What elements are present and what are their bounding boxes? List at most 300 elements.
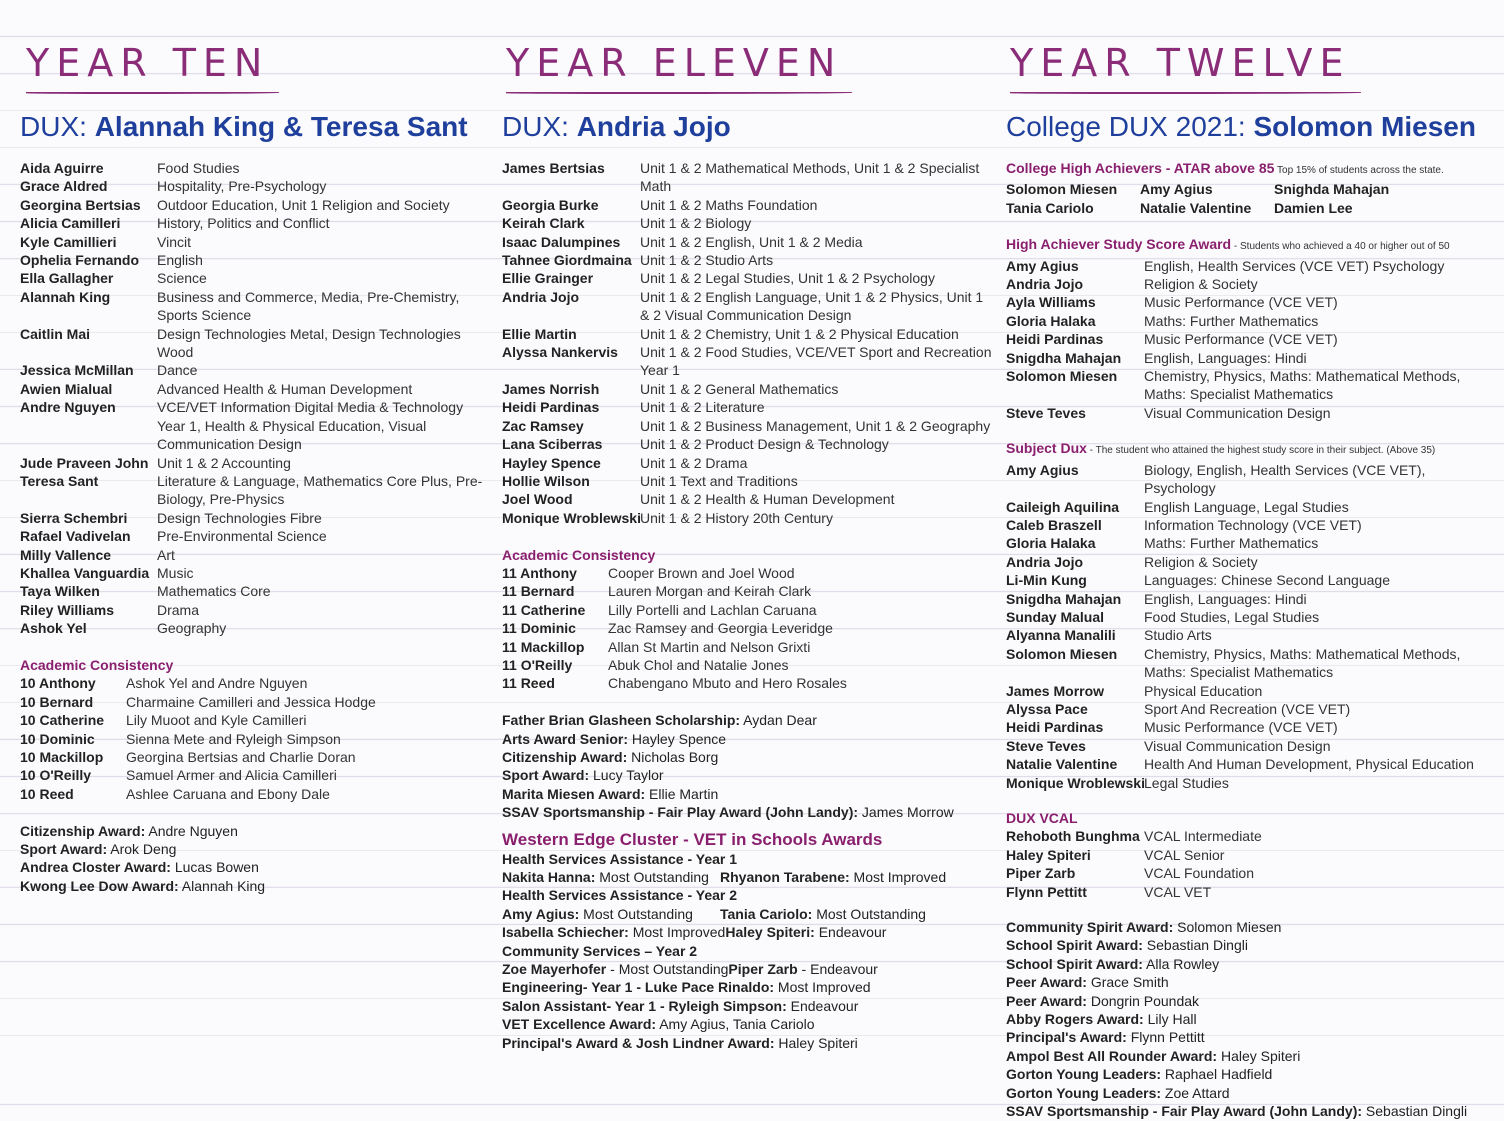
student-name: 10 Bernard [20,693,94,710]
student-name: Damien Lee [1274,199,1353,216]
student-name: Heidi Pardinas [502,399,600,416]
high-achievers-row [1006,180,1496,198]
award-line [1006,1028,1496,1046]
consistency-row [502,619,992,637]
student-row [20,619,490,637]
student-name: Riley Williams [20,601,115,618]
subject-dux-row [1006,590,1496,608]
student-name: Monique Wroblewski [1006,774,1145,791]
award-recipient: Dongrin Poundak [1086,992,1200,1009]
student-row [502,325,992,343]
year-twelve-heading: YEAR TWELVE [1010,38,1351,100]
student-name: Heidi Pardinas [1006,719,1104,736]
award-detail: Ashlee Caruana and Ebony Dale [126,785,330,802]
student-name: Caitlin Mai [20,325,91,342]
student-name: Natalie Valentine [1140,199,1252,216]
award-detail: Unit 1 & 2 Legal Studies, Unit 1 & 2 Psychology [640,270,935,287]
student-name: Sunday Malual [1006,608,1105,625]
award-detail: Maths: Further Mathematics [1144,312,1319,329]
year-ten-heading: YEAR TEN [26,38,269,100]
student-row [20,233,490,251]
student-name: Rafael Vadivelan [20,528,131,545]
award-detail: Biology, English, Health Services (VCE VET), Psychology [1144,461,1426,497]
award-detail: Sport And Recreation (VCE VET) [1144,700,1351,717]
subject-dux-row [1006,534,1496,552]
student-row [502,196,992,214]
student-row [502,417,992,435]
award-detail: Unit 1 & 2 Health & Human Development [640,491,895,508]
award-detail: VCAL Foundation [1144,865,1254,882]
student-row [502,214,992,232]
award-detail: Religion & Society [1144,276,1258,293]
award-detail: English, Languages: Hindi [1144,590,1307,607]
award-recipient: Sebastian Dingli [1142,937,1248,954]
award-detail: Zac Ramsey and Georgia Leveridge [608,620,833,637]
award-detail: Visual Communication Design [1144,737,1331,754]
student-name: Alyssa Nankervis [502,344,618,361]
student-row [20,325,490,362]
student-name: Gloria Halaka [1006,312,1096,329]
award-label: Community Spirit Award: [1006,919,1174,936]
consistency-row [502,656,992,674]
award-line [502,1015,992,1033]
student-name: 11 Bernard [502,583,575,600]
award-detail: Geography [157,620,227,637]
subject-dux-row [1006,645,1496,682]
subject-dux-row [1006,700,1496,718]
vet-award-right [720,868,946,886]
award-label: SSAV Sportsmanship - Fair Play Award (John Landy): [1006,1103,1363,1120]
award-recipient: Zoe Attard [1161,1084,1230,1101]
subject-dux-row [1006,608,1496,626]
student-name: James Norrish [502,380,600,397]
consistency-row [20,730,490,748]
subject-dux-row [1006,774,1496,792]
subject-dux-row [1006,553,1496,571]
award-label: Gorton Young Leaders: [1006,1084,1162,1101]
award-detail: Ashok Yel and Andre Nguyen [126,675,308,692]
student-name: Alyssa Pace [1006,700,1088,717]
subject-dux-row [1006,682,1496,700]
subject-dux-heading: Subject Dux - The student who attained the highest study score in their subject. (Above 35) [1006,440,1436,457]
award-line [502,785,992,803]
award-detail: Unit 1 & 2 History 20th Century [640,509,833,526]
award-detail: Design Technologies Metal, Design Technologies Wood [157,325,461,361]
award-detail: Health And Human Development, Physical Education [1144,756,1474,773]
award-recipient: Most Improved [774,979,871,996]
award-detail: Maths: Further Mathematics [1144,535,1319,552]
award-recipient: Most Improved [628,924,726,941]
student-name: Taya Wilken [20,583,100,600]
student-row [502,472,992,490]
consistency-row [502,601,992,619]
student-name: Joel Wood [502,491,573,508]
award-recipient: Haley Spiteri [774,1034,858,1051]
student-name: 11 Catherine [502,601,586,618]
student-name: Monique Wroblewski [502,509,641,526]
vet-cs2-list [502,960,992,978]
dux-vcal-heading: DUX VCAL [1006,810,1078,826]
student-name: Jessica McMillan [20,362,134,379]
student-name: 11 Reed [502,675,555,692]
award-detail: Lily Muoot and Kyle Camilleri [126,712,307,729]
student-row [20,177,490,195]
student-name: Solomon Miesen [1006,368,1118,385]
award-detail: Unit 1 & 2 English Language, Unit 1 & 2 Physics, Unit 1 & 2 Visual Communication Design [640,288,984,324]
student-name: Snighda Mahajan [1274,181,1390,198]
student-name: Andre Nguyen [20,399,116,416]
award-detail: Drama [157,601,200,618]
award-detail: Unit 1 & 2 Product Design & Technology [640,436,889,453]
award-recipient: Most Outstanding [595,869,709,885]
award-label: Citizenship Award: [502,748,628,765]
student-row [502,251,992,269]
award-detail: Music Performance (VCE VET) [1144,719,1338,736]
award-line [502,766,992,784]
student-name: Rehoboth Bunghma [1006,828,1140,845]
student-name: Andria Jojo [1006,553,1084,570]
award-recipient: Lucy Taylor [589,767,664,784]
award-recipient: Andre Nguyen [145,822,238,839]
award-recipient: Most Outstanding [579,905,693,922]
award-recipient: Endeavour [814,924,887,941]
award-detail: Mathematics Core [157,583,271,600]
student-name: Alicia Camilleri [20,215,121,232]
student-name: Tahnee Giordmaina [502,252,632,269]
student-row [20,601,490,619]
student-name: Ellie Martin [502,325,577,342]
dux-names: Andria Jojo [576,111,731,142]
dux-vcal-list [1006,827,1496,901]
student-name: Li-Min Kung [1006,572,1087,589]
student-name: Natalie Valentine [1006,756,1118,773]
award-detail: Music Performance (VCE VET) [1144,331,1338,348]
award-label: Abby Rogers Award: [1006,1011,1144,1028]
consistency-row [502,638,992,656]
student-name: Gloria Halaka [1006,535,1096,552]
year-ten-content [20,159,490,895]
award-detail: Sienna Mete and Ryleigh Simpson [126,730,341,747]
study-score-row [1006,349,1496,367]
year-ten-awards [20,822,490,896]
award-recipient: Sebastian Dingli [1362,1103,1468,1120]
award-label: School Spirit Award: [1006,937,1143,954]
award-recipient: Most Outstanding [812,905,926,922]
student-row [502,435,992,453]
award-detail: Art [157,546,175,563]
award-detail: English, Languages: Hindi [1144,349,1307,366]
award-detail: Unit 1 & 2 Business Management, Unit 1 & 2 Geography [640,417,991,434]
award-recipient: Flynn Pettitt [1126,1029,1205,1046]
award-detail: Chemistry, Physics, Maths: Mathematical Methods, Maths: Specialist Mathematics [1144,368,1461,403]
dux-label: College DUX 2021: [1006,111,1254,142]
student-name: Milly Vallence [20,546,112,563]
award-label: VET Excellence Award: [502,1016,657,1033]
award-detail: English [157,252,203,269]
award-detail: History, Politics and Conflict [157,215,330,232]
award-detail: Unit 1 & 2 Studio Arts [640,252,774,269]
award-recipient: Arok Deng [107,841,177,857]
vet-award-right [725,923,886,941]
student-name: Caleb Braszell [1006,516,1102,533]
award-label: SSAV Sportsmanship - Fair Play Award (John Landy): [502,804,859,821]
award-detail: Samuel Armer and Alicia Camilleri [126,767,337,784]
student-name: Georgia Burke [502,196,599,213]
consistency-row [20,748,490,766]
student-row [20,214,490,232]
consistency-row [20,785,490,803]
award-recipient: Alla Rowley [1142,955,1220,972]
award-line [1006,992,1496,1010]
student-name: Solomon Miesen [1006,645,1118,662]
award-detail: English Language, Legal Studies [1144,498,1349,515]
study-score-row [1006,257,1496,275]
award-line [502,711,992,729]
student-name: Georgina Bertsias [20,196,141,213]
award-detail: English, Health Services (VCE VET) Psychology [1144,257,1445,274]
student-row [20,361,490,379]
year-eleven-content [502,159,992,1052]
award-detail: Food Studies [157,160,240,176]
student-name: Steve Teves [1006,737,1086,754]
award-label: Principal's Award: [1006,1029,1127,1046]
vet-award-row [502,868,992,886]
award-detail: Cooper Brown and Joel Wood [608,564,795,581]
year-twelve-dux [1006,108,1476,146]
student-name: Awien Mialual [20,380,113,397]
award-label: Principal's Award & Josh Lindner Award: [502,1034,775,1051]
vet-awards-heading: Western Edge Cluster - VET in Schools Awards [502,829,883,849]
student-name: Aida Aguirre [20,160,104,176]
student-name: Hayley Spence [502,454,601,471]
subject-dux-row [1006,516,1496,534]
award-label: Haley Spiteri: [725,924,815,941]
year-eleven-consistency-heading: Academic Consistency [502,546,656,563]
award-detail: Outdoor Education, Unit 1 Religion and Society [157,196,450,213]
student-name: Ella Gallagher [20,270,114,287]
student-name: James Bertsias [502,160,605,176]
vet-award-right [720,905,926,923]
student-row [502,454,992,472]
award-detail: Unit 1 & 2 Accounting [157,454,291,471]
dux-names: Alannah King & Teresa Sant [94,111,468,142]
student-row [20,269,490,287]
student-row [20,159,490,177]
award-line [20,822,490,840]
vet-award-left [502,960,728,978]
award-line [20,840,490,858]
subject-dux-row [1006,498,1496,516]
award-recipient: Most Improved [849,869,947,885]
award-label: Isabella Schiecher: [502,924,629,941]
student-name: Jude Praveen John [20,454,149,471]
student-name: 10 Reed [20,785,74,802]
student-row [502,233,992,251]
dux-label: DUX: [502,111,577,142]
consistency-row [502,564,992,582]
award-detail: VCAL VET [1144,883,1212,900]
student-name: Andria Jojo [1006,276,1084,293]
award-detail: Unit 1 & 2 Drama [640,454,748,471]
award-recipient: - Most Outstanding [606,961,729,978]
student-row [20,509,490,527]
student-name: 10 Dominic [20,730,95,747]
year-twelve-content [1006,159,1496,1121]
student-name: 11 Dominic [502,620,576,637]
student-name: Kyle Camillieri [20,233,117,250]
subject-dux-row [1006,737,1496,755]
award-detail: VCAL Intermediate [1144,828,1262,845]
student-name: Tania Cariolo [1006,199,1094,216]
vet-award-row [502,923,992,941]
student-row [502,398,992,416]
subject-dux-row [1006,718,1496,736]
study-score-row [1006,312,1496,330]
student-row [502,159,992,196]
award-recipient: Amy Agius, Tania Cariolo [656,1016,815,1033]
student-name: Caileigh Aquilina [1006,498,1120,515]
study-score-row [1006,293,1496,311]
student-name: Isaac Dalumpines [502,233,621,250]
high-achievers-list [1006,180,1496,217]
student-name: Ophelia Fernando [20,252,140,269]
student-row [20,546,490,564]
award-detail: Languages: Chinese Second Language [1144,572,1390,589]
student-name: Snigdha Mahajan [1006,590,1122,607]
dux-label: DUX: [20,111,95,142]
award-recipient: Alannah King [178,877,266,894]
award-line [1006,1065,1496,1083]
award-label: Andrea Closter Award: [20,859,171,876]
award-label: Engineering- Year 1 - Luke Pace Rinaldo: [502,979,775,996]
consistency-row [20,766,490,784]
award-recipient: Lily Hall [1143,1011,1197,1028]
year-eleven-student-list [502,159,992,527]
award-label: Peer Award: [1006,974,1087,991]
award-line [502,997,992,1015]
award-recipient: Aydan Dear [740,712,817,729]
student-name: 10 Catherine [20,712,105,729]
year-ten-student-list [20,159,490,638]
student-name: Lana Sciberras [502,436,603,453]
award-label: Rhyanon Tarabene: [720,869,850,885]
student-name: 10 Mackillop [20,748,104,765]
award-recipient: - Endeavour [797,961,878,978]
award-recipient: Grace Smith [1086,974,1169,991]
award-detail: Hospitality, Pre-Psychology [157,178,327,195]
vcal-row [1006,883,1496,901]
subject-dux-list [1006,461,1496,792]
student-name: 11 Anthony [502,564,577,581]
student-name: Ellie Grainger [502,270,594,287]
award-label: Arts Award Senior: [502,730,629,747]
award-detail: Unit 1 & 2 English, Unit 1 & 2 Media [640,233,863,250]
award-detail: Visual Communication Design [1144,404,1331,421]
student-name: Piper Zarb [1006,865,1076,882]
award-recipient: Lucas Bowen [170,859,259,876]
student-name: Teresa Sant [20,472,99,489]
award-line [502,803,992,821]
student-name: Andria Jojo [502,288,580,305]
award-detail: Food Studies, Legal Studies [1144,608,1320,625]
award-label: Citizenship Award: [20,822,146,839]
award-line [1006,936,1496,954]
vet-award-row [502,905,992,923]
award-detail: Unit 1 & 2 Biology [640,215,752,232]
student-name: Heidi Pardinas [1006,331,1104,348]
student-name: Ashok Yel [20,620,87,637]
vcal-row [1006,827,1496,845]
award-detail: Studio Arts [1144,627,1212,644]
student-name: Solomon Miesen [1006,181,1118,198]
subject-dux-row [1006,571,1496,589]
student-name: Alyanna Manalili [1006,627,1116,644]
year-eleven-dux [502,108,731,146]
award-line [502,978,992,996]
award-detail: Pre-Environmental Science [157,528,327,545]
award-detail: Unit 1 & 2 Food Studies, VCE/VET Sport and Recreation Year 1 [640,344,992,379]
award-recipient: Hayley Spence [628,730,727,747]
vet-cs2-heading: Community Services – Year 2 [502,942,698,959]
award-detail: Music [157,564,194,581]
award-detail: Georgina Bertsias and Charlie Doran [126,748,356,765]
award-line [1006,973,1496,991]
award-detail: VCE/VET Information Digital Media & Technology Year 1, Health & Physical Education, Visual Communication Design [157,399,464,453]
award-label: Zoe Mayerhofer [502,961,607,978]
award-detail: Unit 1 & 2 Chemistry, Unit 1 & 2 Physical Education [640,325,959,342]
award-recipient: James Morrow [858,804,954,821]
student-name: 11 O'Reilly [502,656,573,673]
award-detail: Business and Commerce, Media, Pre-Chemistry, Sports Science [157,288,460,324]
award-label: Sport Award: [502,767,590,784]
award-detail: Music Performance (VCE VET) [1144,294,1338,311]
high-achievers-row [1006,199,1496,217]
student-row [20,380,490,398]
year-twelve-awards [1006,918,1496,1120]
vcal-row [1006,846,1496,864]
year-eleven-awards [502,711,992,821]
study-score-row [1006,275,1496,293]
student-row [502,490,992,508]
award-detail: Chabengano Mbuto and Hero Rosales [608,675,847,692]
student-name: Snigdha Mahajan [1006,349,1122,366]
award-line [1006,1084,1496,1102]
award-line [1006,1102,1496,1120]
consistency-row [502,582,992,600]
award-line [1006,1010,1496,1028]
award-line [502,748,992,766]
student-name: 10 O'Reilly [20,767,92,784]
award-recipient: Ellie Martin [645,785,719,802]
student-name: Amy Agius [1140,181,1213,198]
award-line [502,1034,992,1052]
vet-hsa1-list [502,868,992,886]
award-recipient: Raphael Hadfield [1161,1066,1273,1083]
student-row [20,472,490,509]
student-row [502,380,992,398]
award-detail: Unit 1 & 2 Mathematical Methods, Unit 1 & 2 Specialist Math [640,160,980,195]
student-name: Keirah Clark [502,215,585,232]
subject-dux-row [1006,626,1496,644]
subject-dux-row [1006,461,1496,498]
student-name: Amy Agius [1006,461,1079,478]
award-label: Sport Award: [20,841,108,857]
award-line [20,877,490,895]
vet-award-lines [502,978,992,1052]
vet-award-left [502,923,725,941]
award-detail: Advanced Health & Human Development [157,380,413,397]
award-detail: Information Technology (VCE VET) [1144,516,1362,533]
